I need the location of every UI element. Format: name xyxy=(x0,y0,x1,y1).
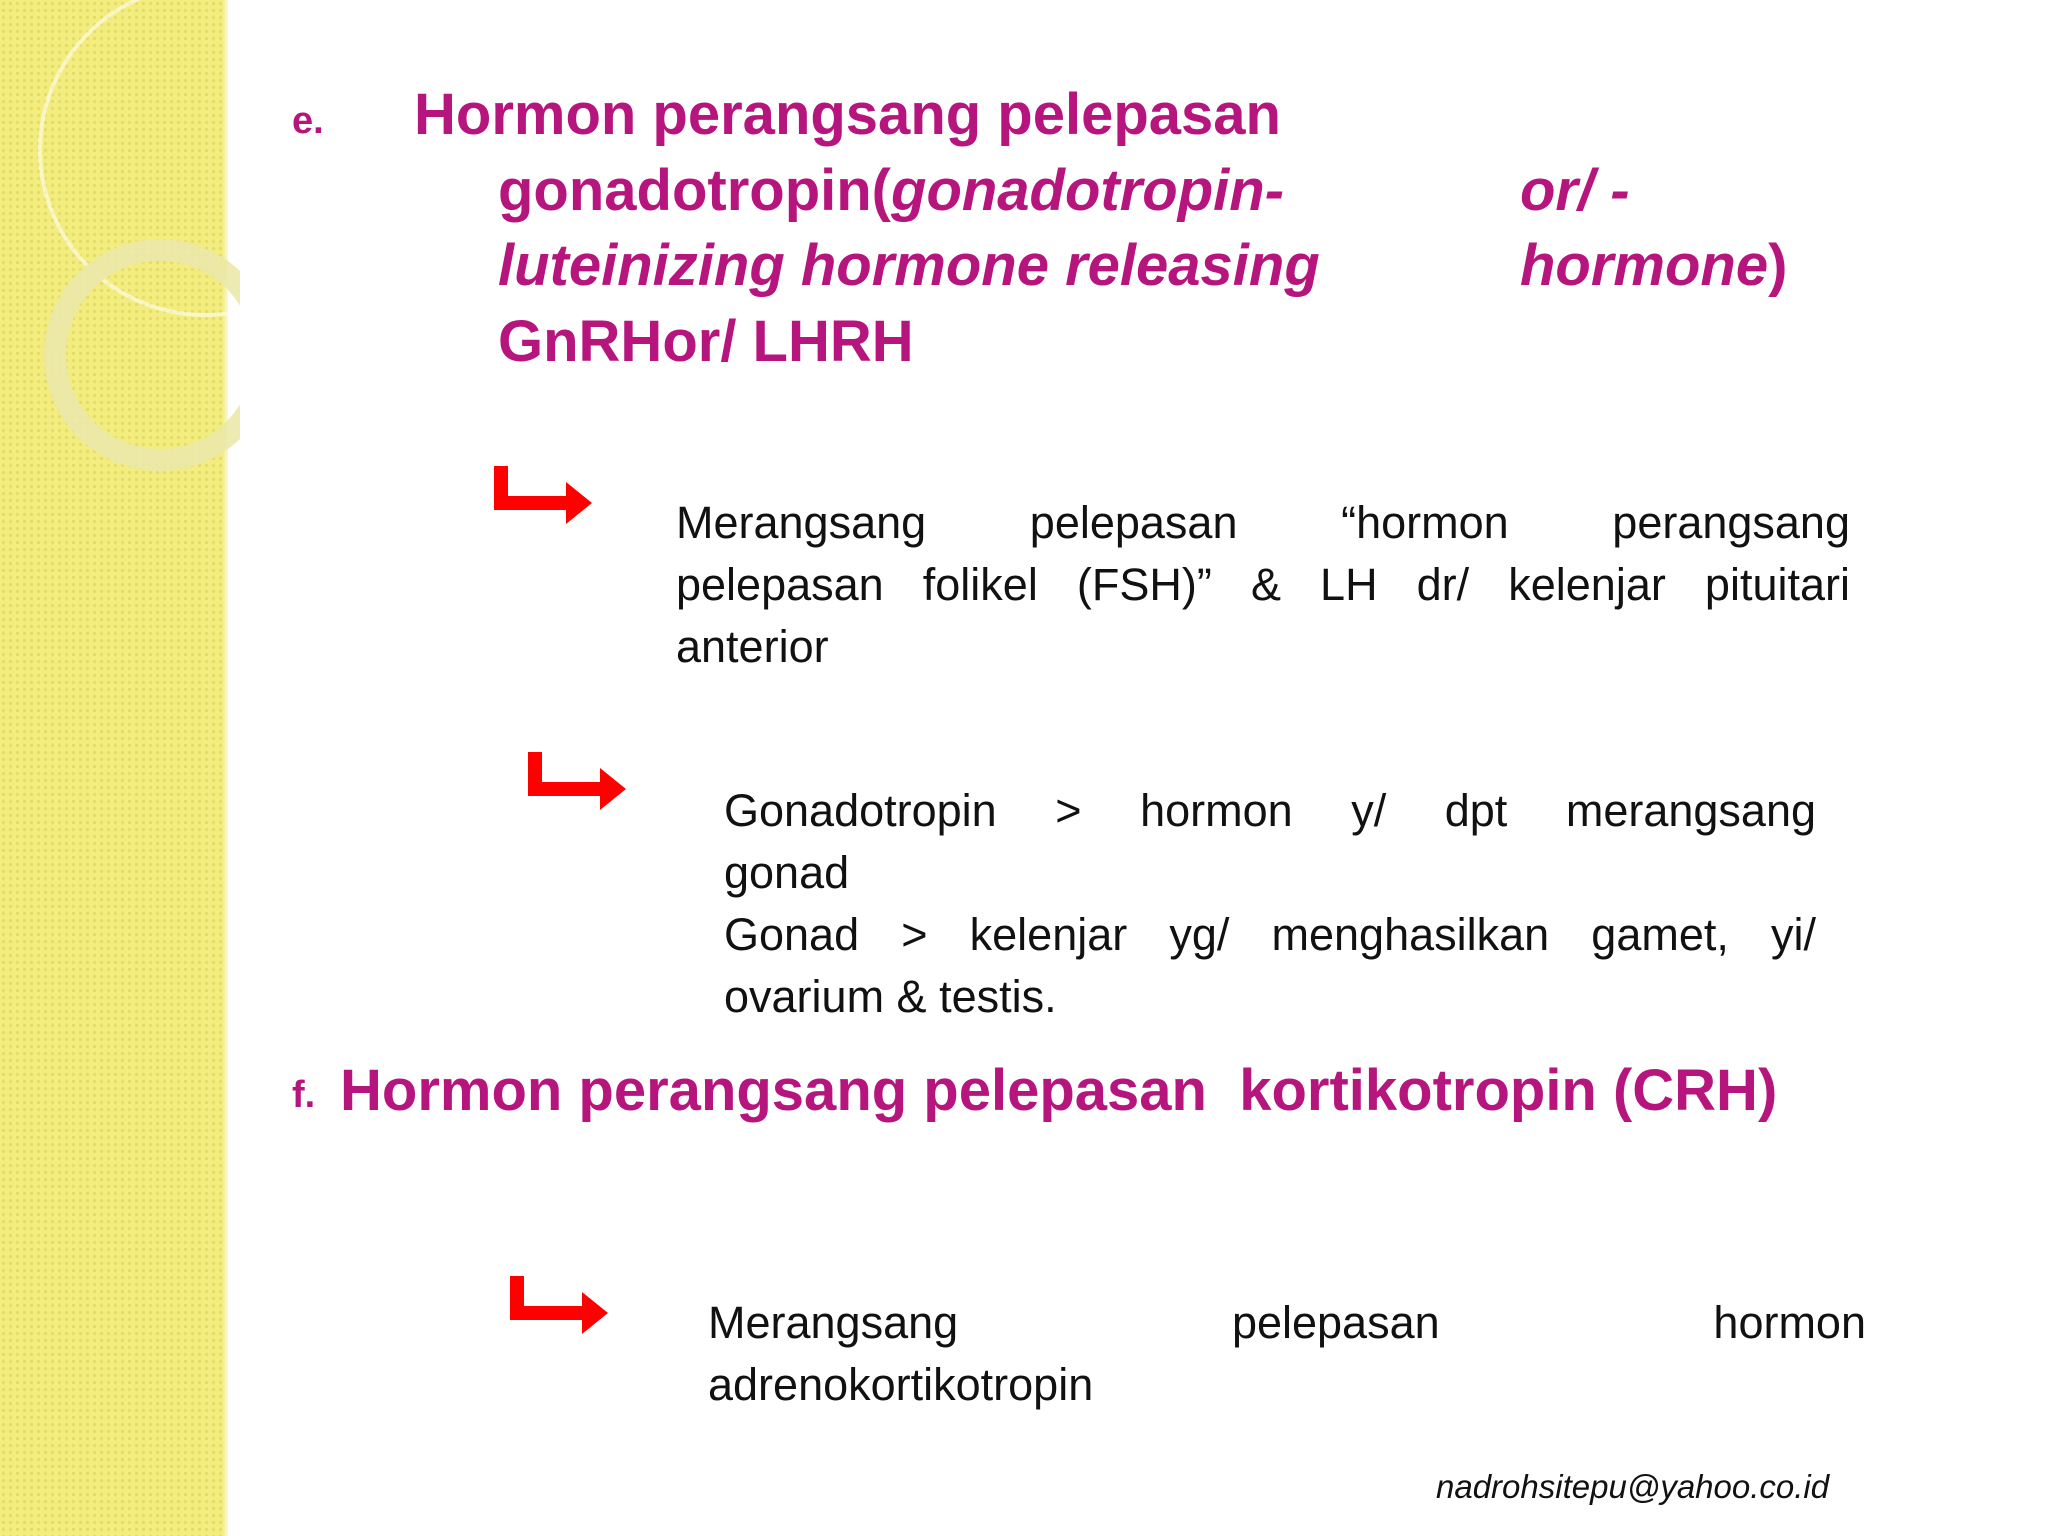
text-line: Merangsang pelepasan hormon xyxy=(708,1297,1866,1348)
section-e-title-line4: GnRHor/ LHRH xyxy=(498,309,914,374)
arrow-bent-icon xyxy=(488,460,598,540)
arrow-bent-icon xyxy=(504,1270,614,1350)
text-line: Gonad > kelenjar yg/ menghasilkan gamet, yi/ xyxy=(724,909,1816,960)
title-text: ) xyxy=(1768,233,1788,298)
text-line: pelepasan folikel (FSH)” & LH dr/ kelenjar pituitari xyxy=(676,559,1850,610)
section-e-title-line1: Hormon perangsang pelepasan xyxy=(414,82,1281,147)
footer-email: nadrohsitepu@yahoo.co.id xyxy=(1436,1468,1830,1505)
section-e-point1-text xyxy=(676,492,1850,678)
title-italic: luteinizing hormone releasing xyxy=(498,233,1320,298)
title-italic: gonadotropin- xyxy=(891,158,1285,223)
section-e-title-line3 xyxy=(498,233,1320,298)
text-line: anterior xyxy=(676,621,829,672)
text-line: ovarium & testis. xyxy=(724,971,1057,1022)
section-e-letter: e. xyxy=(292,100,324,142)
section-f-title: Hormon perangsang pelepasan kortikotropin (CRH) xyxy=(340,1058,1778,1123)
section-e-title-line2-right xyxy=(1520,158,1630,223)
text-line: gonad xyxy=(724,847,850,898)
title-italic: hormone xyxy=(1520,233,1769,298)
decorative-circles xyxy=(0,0,240,520)
title-text: gonadotropin( xyxy=(498,158,892,223)
section-e-title-line2 xyxy=(498,158,1285,223)
title-italic: or/ - xyxy=(1520,158,1630,223)
arrow-bent-icon xyxy=(522,746,632,826)
text-line: adrenokortikotropin xyxy=(708,1359,1094,1410)
section-e-point2-text xyxy=(724,780,1816,1028)
section-f-point1-text xyxy=(708,1292,1866,1416)
section-e-title-line3-right xyxy=(1520,233,1788,298)
text-line: Merangsang pelepasan “hormon perangsang xyxy=(676,497,1850,548)
text-line: Gonadotropin > hormon y/ dpt merangsang xyxy=(724,785,1816,836)
section-f-letter: f. xyxy=(292,1074,316,1116)
